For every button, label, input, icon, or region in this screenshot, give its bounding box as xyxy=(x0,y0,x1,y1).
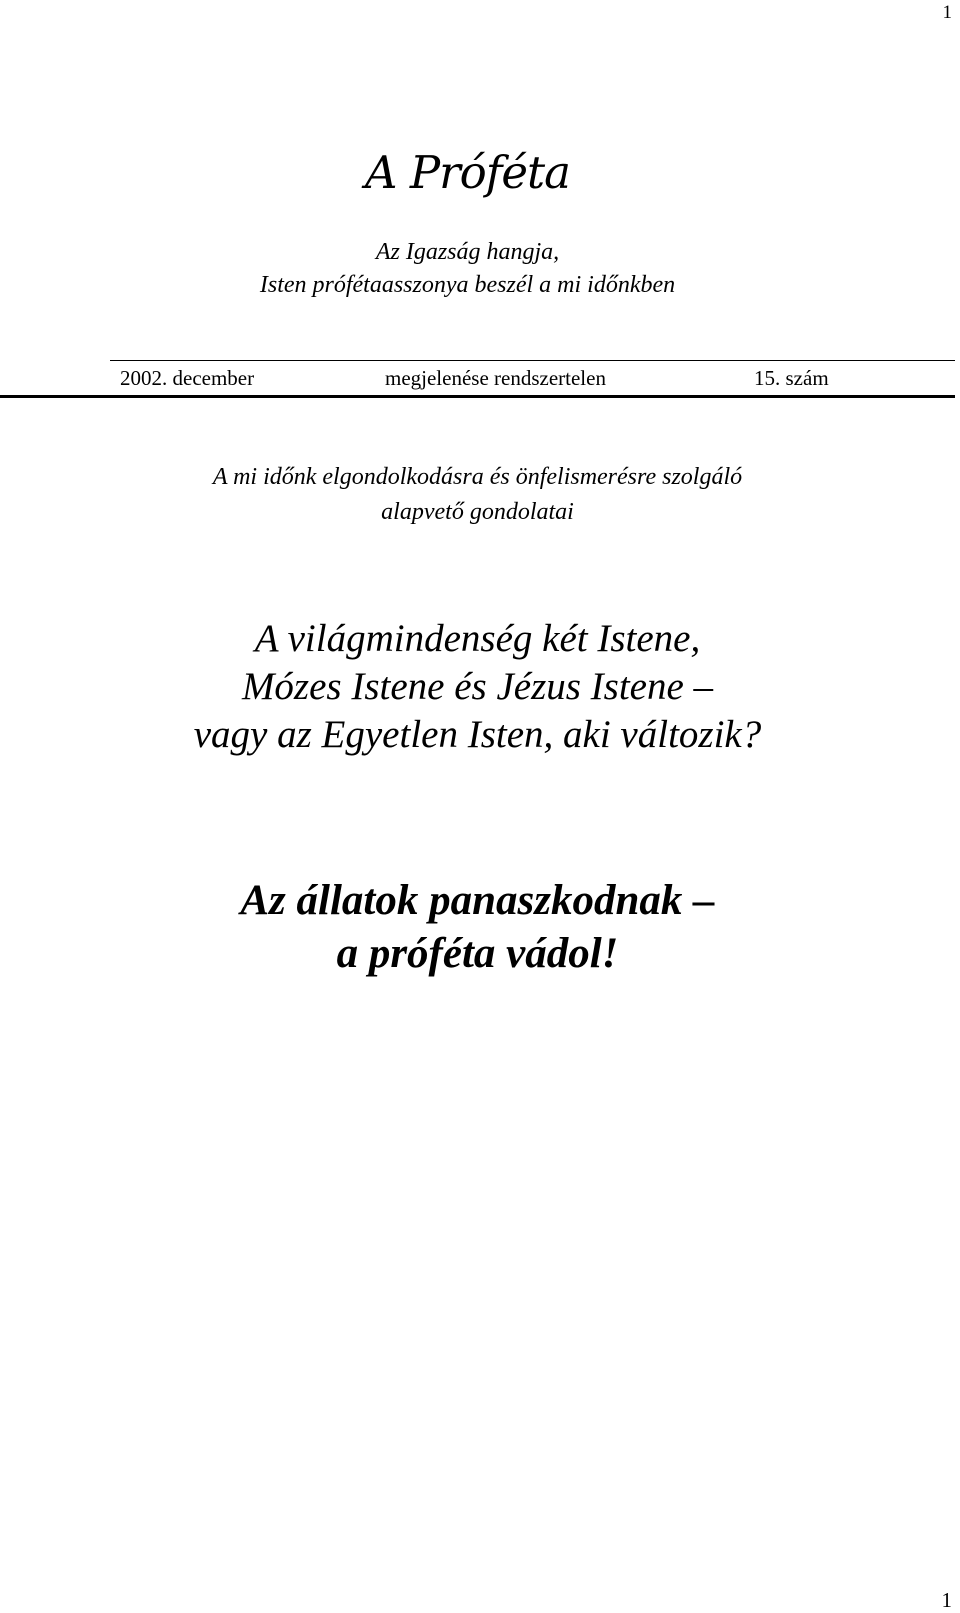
lead-line: A mi időnk elgondolkodásra és önfelismerésre szolgáló xyxy=(212,464,743,490)
issue-frequency-note: megjelenése rendszertelen xyxy=(385,366,606,390)
page-number-bottom: 1 xyxy=(941,1588,952,1612)
divider-thin xyxy=(110,360,955,361)
publication-subtitle xyxy=(0,236,935,302)
headline-line: Mózes Istene és Jézus Istene – xyxy=(241,665,714,708)
headline-line: Az állatok panaszkodnak – xyxy=(240,877,715,924)
issue-date: 2002. december xyxy=(120,366,255,390)
headline-line: A világmindenség két Istene, xyxy=(254,617,701,660)
headline-line: a próféta vádol! xyxy=(336,930,619,977)
subtitle-line: Isten prófétaasszonya beszél a mi időnkben xyxy=(259,272,676,298)
page-number-top: 1 xyxy=(942,2,952,23)
divider-thick xyxy=(0,395,955,398)
lead-line: alapvető gondolatai xyxy=(381,499,574,525)
headline-two-gods xyxy=(0,615,955,759)
issue-info-bar xyxy=(0,366,960,394)
publication-title: A Próféta xyxy=(365,146,570,199)
lead-text xyxy=(0,460,955,530)
headline-line: vagy az Egyetlen Isten, aki változik? xyxy=(193,713,762,756)
issue-number: 15. szám xyxy=(754,366,829,390)
headline-animals xyxy=(0,874,955,980)
subtitle-line: Az Igazság hangja, xyxy=(375,239,560,265)
